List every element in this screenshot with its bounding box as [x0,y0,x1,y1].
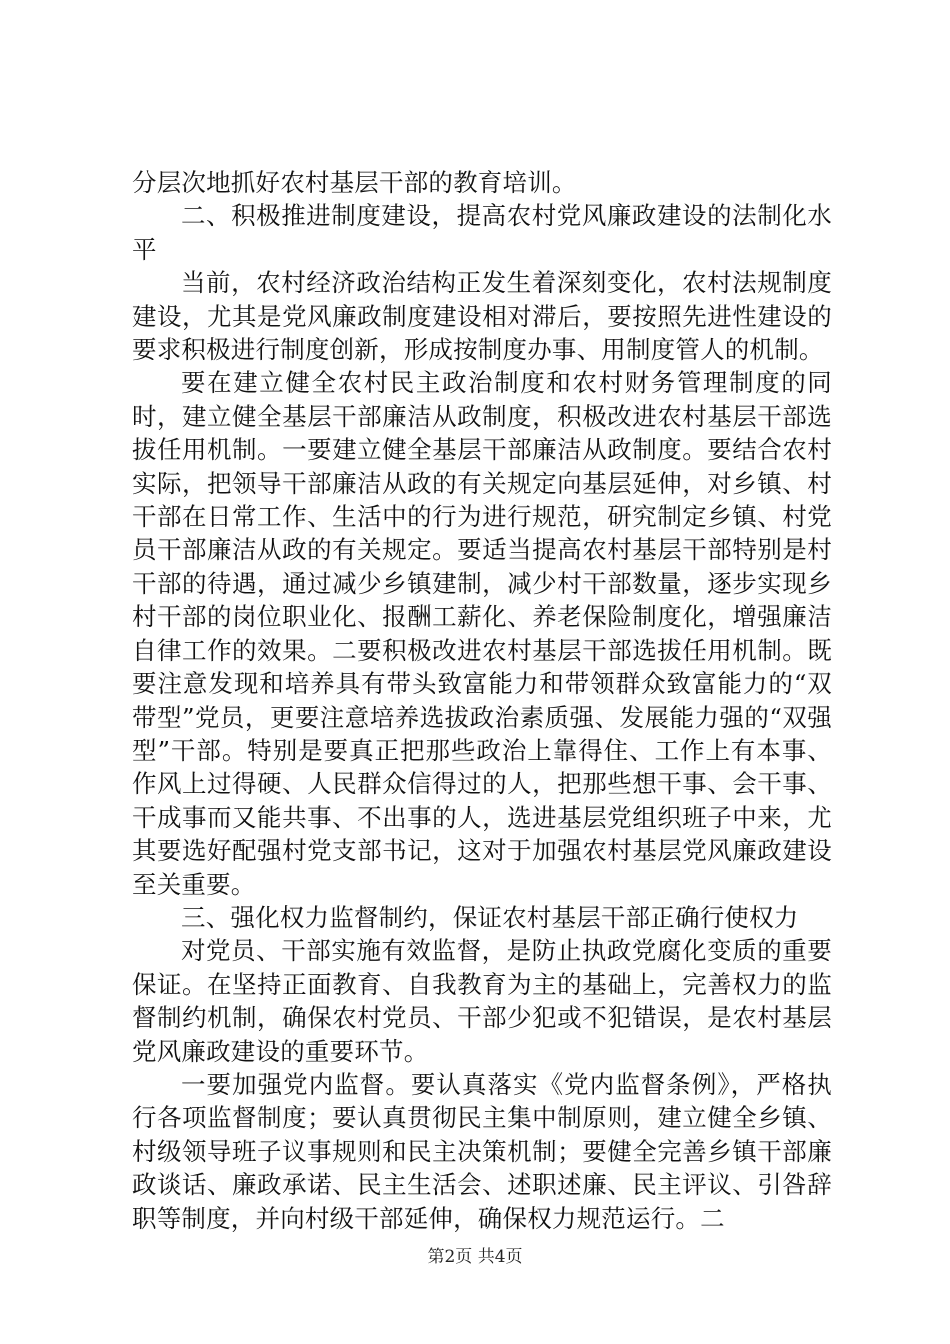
paragraph-3: 当前，农村经济政治结构正发生着深刻变化，农村法规制度建设，尤其是党风廉政制度建设相对滞后，要按照先进性建设的要求积极进行制度创新，形成按制度办事、用制度管人的机制。 [132,268,832,365]
section-heading-3: 三、强化权力监督制约，保证农村基层干部正确行使权力 [181,902,799,932]
page-number-footer: 第2页 共4页 [427,1247,523,1267]
paragraph-1: 分层次地抓好农村基层干部的教育培训。 [132,168,577,197]
section-heading-2: 二、积极推进制度建设，提高农村党风廉政建设的法制化水平 [132,201,832,264]
document-body [132,166,832,1235]
paragraph-6: 对党员、干部实施有效监督，是防止执政党腐化变质的重要保证。在坚持正面教育、自我教育为主的基础上，完善权力的监督制约机制，确保农村党员、干部少犯或不犯错误，是农村基层党风廉政建设的重要环节。 [132,936,832,1066]
paragraph-4: 要在建立健全农村民主政治制度和农村财务管理制度的同时，建立健全基层干部廉洁从政制度，积极改进农村基层干部选拔任用机制。一要建立健全基层干部廉洁从政制度。要结合农村实际，把领导干部廉洁从政的有关规定向基层延伸，对乡镇、村干部在日常工作、生活中的行为进行规范，研究制定乡镇、村党员干部廉洁从政的有关规定。要适当提高农村基层干部特别是村干部的待遇，通过减少乡镇建制，减少村干部数量，逐步实现乡村干部的岗位职业化、报酬工薪化、养老保险制度化，增强廉洁自律工作的效果。二要积极改进农村基层干部选拔任用机制。既要注意发现和培养具有带头致富能力和带领群众致富能力的“双带型”党员，更要注意培养选拔政治素质强、发展能力强的“双强型”干部。特别是要真正把那些政治上靠得住、工作上有本事、作风上过得硬、人民群众信得过的人，把那些想干事、会干事、干成事而又能共事、不出事的人，选进基层党组织班子中来，尤其要选好配强村党支部书记，这对于加强农村基层党风廉政建设至关重要。 [132,368,832,899]
paragraph-7: 一要加强党内监督。要认真落实《党内监督条例》，严格执行各项监督制度；要认真贯彻民主集中制原则，建立健全乡镇、村级领导班子议事规则和民主决策机制；要健全完善乡镇干部廉政谈话、廉政承诺、民主生活会、述职述廉、民主评议、引咎辞职等制度，并向村级干部延伸，确保权力规范运行。二 [132,1069,832,1233]
